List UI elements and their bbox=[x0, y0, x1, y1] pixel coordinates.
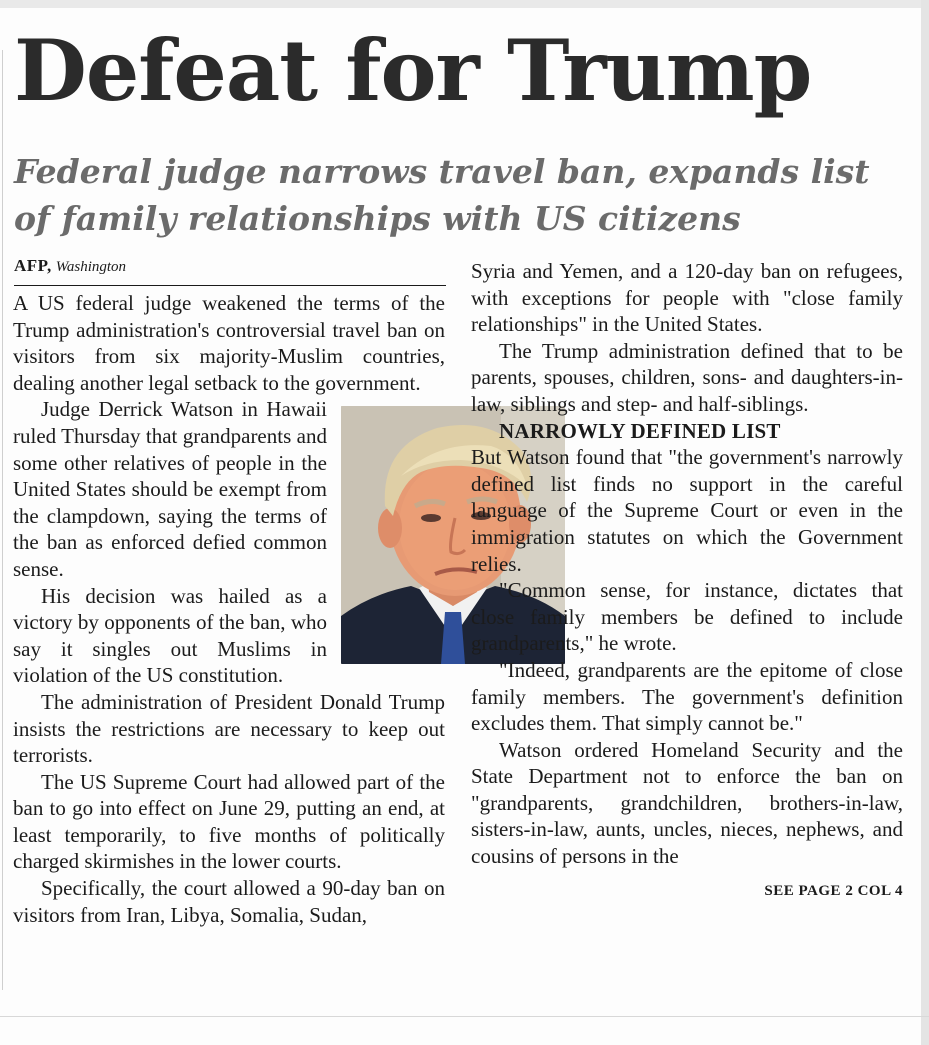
page-edge-left bbox=[2, 50, 3, 990]
paragraph: The US Supreme Court had allowed part of the ban to go into effect on June 29, putting an end, at least temporarily, to five months of politically charged skirmishes in the lower courts. bbox=[13, 769, 445, 874]
paragraph: A US federal judge weakened the terms of the Trump administration's controversial travel ban on visitors from six majority-Muslim countries, dealing another legal setback to the government. bbox=[13, 291, 445, 395]
paragraph: Judge Derrick Watson in Hawaii ruled Thursday that grandparents and some other relatives of people in the United States should be exempt from the clampdown, saying the terms of the ban as enforced defied common sense. bbox=[13, 397, 327, 581]
headline: Defeat for Trump bbox=[14, 21, 812, 120]
paragraph: But Watson found that "the government's narrowly defined list finds no support in the careful language of the Supreme Court or even in the immigration statutes on which the Government relies. bbox=[471, 445, 903, 576]
subheadline: Federal judge narrows travel ban, expands list of family relationships with US citizens bbox=[14, 152, 870, 238]
section-heading: NARROWLY DEFINED LIST bbox=[499, 418, 781, 443]
article-column-right bbox=[471, 258, 903, 904]
byline-agency: AFP, bbox=[14, 256, 52, 275]
paragraph: Specifically, the court allowed a 90-day ban on visitors from Iran, Libya, Somalia, Sudan, bbox=[13, 876, 445, 927]
continuation-link[interactable]: SEE PAGE 2 COL 4 bbox=[764, 882, 903, 899]
paragraph: The administration of President Donald Trump insists the restrictions are necessary to keep out terrorists. bbox=[13, 689, 445, 768]
paragraph: "Common sense, for instance, dictates that close family members be defined to include grandparents," he wrote. bbox=[471, 578, 903, 656]
byline bbox=[14, 256, 446, 286]
paragraph: Syria and Yemen, and a 120-day ban on refugees, with exceptions for people with "close family relationships" in the United States. bbox=[471, 259, 903, 337]
paragraph: The Trump administration defined that to be parents, spouses, children, sons- and daughters-in-law, siblings and step- and half-siblings. bbox=[471, 338, 903, 416]
page-bottom-rule bbox=[0, 1016, 929, 1017]
byline-place: Washington bbox=[55, 259, 127, 275]
page-edge-right bbox=[921, 0, 929, 1045]
paragraph: "Indeed, grandparents are the epitome of close family members. The government's definition excludes them. That simply cannot be." bbox=[471, 657, 903, 736]
article-column-left bbox=[13, 290, 445, 928]
paragraph: His decision was hailed as a victory by opponents of the ban, who say it singles out Muslims in violation of the US constitution. bbox=[13, 583, 327, 688]
paragraph: Watson ordered Homeland Security and the State Department not to enforce the ban on "grandparents, grandchildren, brothers-in-law, sisters-in-law, aunts, uncles, nieces, nephews, and cousins of persons in the bbox=[471, 737, 903, 869]
